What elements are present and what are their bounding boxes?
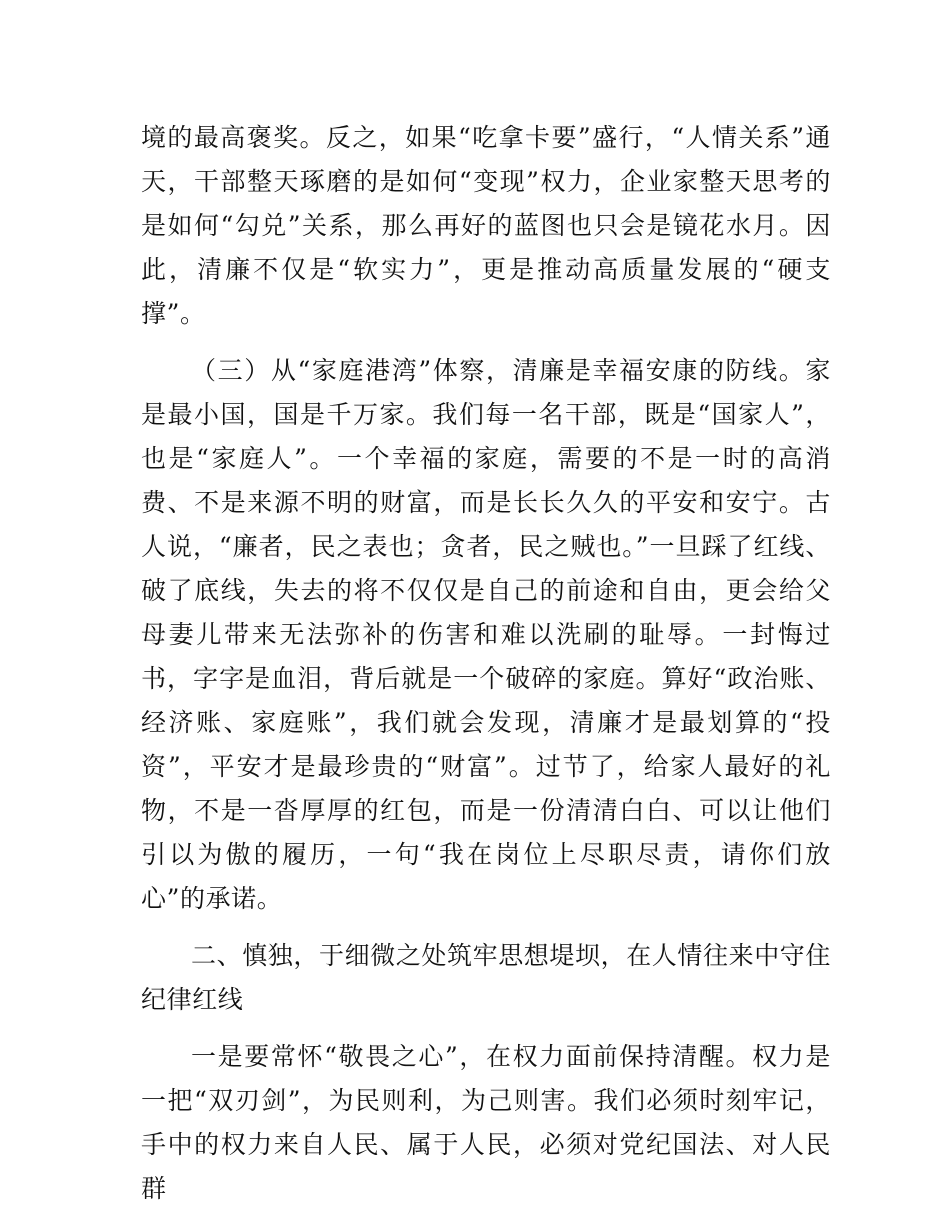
paragraph-continuation: 境的最高褒奖。反之，如果“吃拿卡要”盛行，“人情关系”通天，干部整天琢磨的是如何“变现”权力，企业家整天思考的是如何“勾兑”关系，那么再好的蓝图也只会是镜花水月。因此，清廉不仅是“软实力”，更是推动高质量发展的“硬支撑”。: [141, 123, 831, 328]
paragraph-awe-of-power: 一是要常怀“敬畏之心”，在权力面前保持清醒。权力是一把“双刃剑”，为民则利，为己则害。我们必须时刻牢记，手中的权力来自人民、属于人民，必须对党纪国法、对人民群: [141, 1042, 831, 1203]
document-body: [141, 116, 831, 1211]
section-heading-two: 二、慎独，于细微之处筑牢思想堤坝，在人情往来中守住纪律红线: [141, 941, 832, 1014]
paragraph-family-harbor: （三）从“家庭港湾”体察，清廉是幸福安康的防线。家是最小国，国是千万家。我们每一名干部，既是“国家人”，也是“家庭人”。一个幸福的家庭，需要的不是一时的高消费、不是来源不明的财富，而是长长久久的平安和安宁。古人说，“廉者，民之表也；贪者，民之贼也。”一旦踩了红线、破了底线，失去的将不仅仅是自己的前途和自由，更会给父母妻儿带来无法弥补的伤害和难以洗刷的耻辱。一封悔过书，字字是血泪，背后就是一个破碎的家庭。算好“政治账、经济账、家庭账”，我们就会发现，清廉才是最划算的“投资”，平安才是最珍贵的“财富”。过节了，给家人最好的礼物，不是一沓厚厚的红包，而是一份清清白白、可以让他们引以为傲的履历，一句“我在岗位上尽职尽责，请你们放心”的承诺。: [141, 356, 831, 913]
